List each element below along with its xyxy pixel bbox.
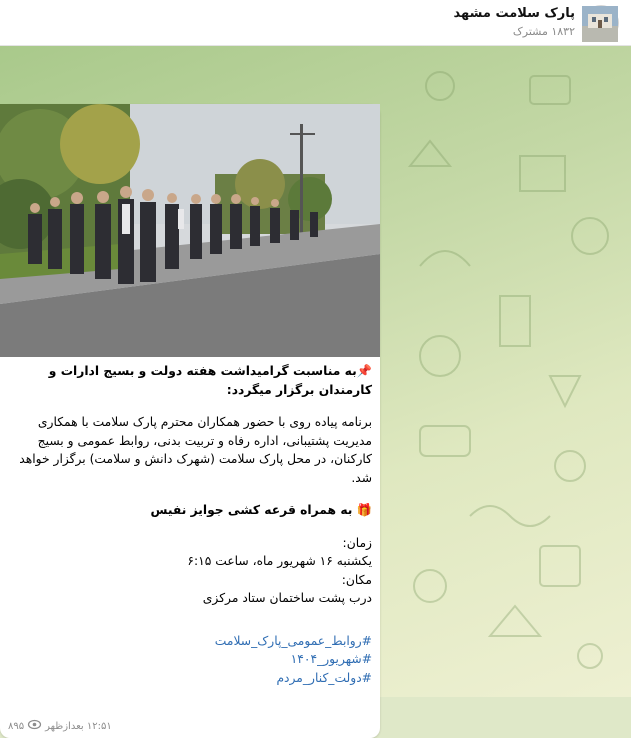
post-headline: 📌به مناسبت گرامیداشت هفته دولت و بسیج ادارات و کارمندان برگزار میگردد: bbox=[48, 364, 372, 397]
hashtag-link[interactable]: #شهریور_۱۴۰۴ bbox=[290, 652, 372, 666]
channel-header[interactable] bbox=[0, 0, 631, 46]
channel-title: پارک سلامت مشهد bbox=[453, 6, 575, 21]
hashtag-link[interactable]: #دولت_کنار_مردم bbox=[276, 670, 372, 685]
message-bubble[interactable] bbox=[0, 104, 380, 738]
doodle-pattern bbox=[380, 46, 631, 697]
message-time: ۱۲:۵۱ بعدازظهر bbox=[45, 720, 112, 732]
post-text bbox=[8, 362, 372, 687]
place-value: درب پشت ساختمان ستاد مرکزی bbox=[202, 591, 372, 605]
subscriber-count: ۱۸۳۲ مشترک bbox=[512, 25, 575, 38]
time-value: یکشنبه ۱۶ شهریور ماه، ساعت ۶:۱۵ bbox=[187, 554, 372, 568]
channel-avatar[interactable] bbox=[583, 5, 619, 41]
post-body: برنامه پیاده روی با حضور همکاران محترم پارک سلامت با همکاری مدیریت پشتیبانی، اداره رفاه و تربیت بدنی، روابط عمومی و بسیج کارکنان، در محل پارک سلامت (شهرک دانش و سلامت) برگزار خواهد شد. bbox=[19, 415, 372, 485]
post-photo[interactable] bbox=[0, 104, 380, 357]
time-label: زمان: bbox=[342, 535, 372, 550]
prize-line: 🎁 به همراه قرعه کشی جوایز نفیس bbox=[150, 503, 372, 517]
message-meta bbox=[8, 720, 112, 732]
view-count: ۸۹۵ bbox=[8, 720, 25, 732]
place-label: مکان: bbox=[341, 572, 372, 587]
hashtag-link[interactable]: #روابط_عمومی_پارک_سلامت bbox=[214, 633, 372, 648]
chat-background bbox=[0, 46, 631, 732]
eye-icon bbox=[28, 720, 41, 732]
